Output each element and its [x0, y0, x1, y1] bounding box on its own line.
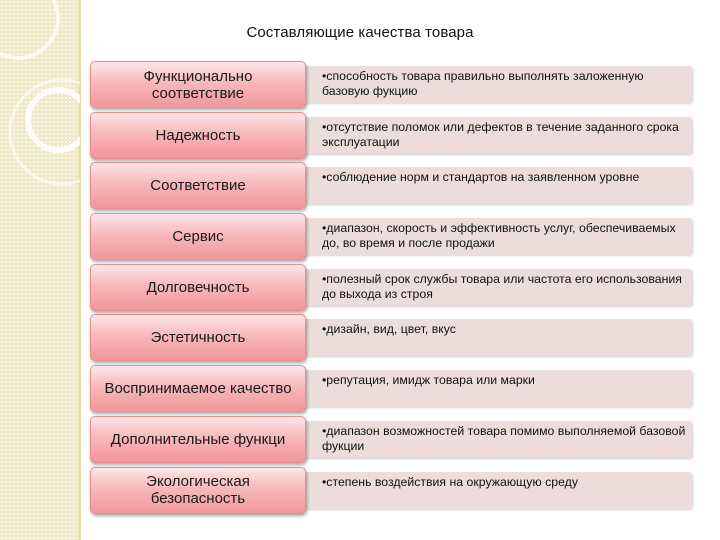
row-description: •диапазон, скорость и эффективность услуг, обеспечиваемых до, во время и после продажи [288, 218, 692, 255]
quality-row [88, 263, 694, 314]
page-title: Составляющие качества товара [246, 24, 474, 41]
row-description: •полезный срок службы товара или частота его использования до выхода из строя [288, 269, 692, 306]
quality-row [88, 364, 694, 415]
quality-row [88, 161, 694, 212]
quality-row [88, 466, 694, 517]
quality-components-list [88, 60, 694, 516]
row-label: Сервис [90, 213, 306, 260]
quality-row [88, 111, 694, 162]
row-description: •диапазон возможностей товара помимо выполняемой базовой фукции [288, 421, 692, 458]
quality-row [88, 212, 694, 263]
row-description: •способность товара правильно выполнять заложенную базовую фукцию [288, 66, 692, 103]
row-description: •дизайн, вид, цвет, вкус [288, 319, 692, 356]
row-label: Эстетичность [90, 314, 306, 361]
row-label: Воспринимаемое качество [90, 365, 306, 412]
row-description: •отсутствие поломок или дефектов в течение заданного срока эксплуатации [288, 117, 692, 154]
row-label: Надежность [90, 112, 306, 159]
row-label: Функционально соответствие [90, 61, 306, 108]
quality-row [88, 60, 694, 111]
row-label: Соответствие [90, 162, 306, 209]
row-label: Экологическая безопасность [90, 467, 306, 514]
quality-row [88, 313, 694, 364]
row-description: •репутация, имидж товара или марки [288, 370, 692, 407]
row-label: Долговечность [90, 264, 306, 311]
row-label: Дополнительные функци [90, 416, 306, 463]
row-description: •соблюдение норм и стандартов на заявленном уровне [288, 167, 692, 204]
quality-row [88, 415, 694, 466]
row-description: •степень воздействия на окружающую среду [288, 472, 692, 509]
